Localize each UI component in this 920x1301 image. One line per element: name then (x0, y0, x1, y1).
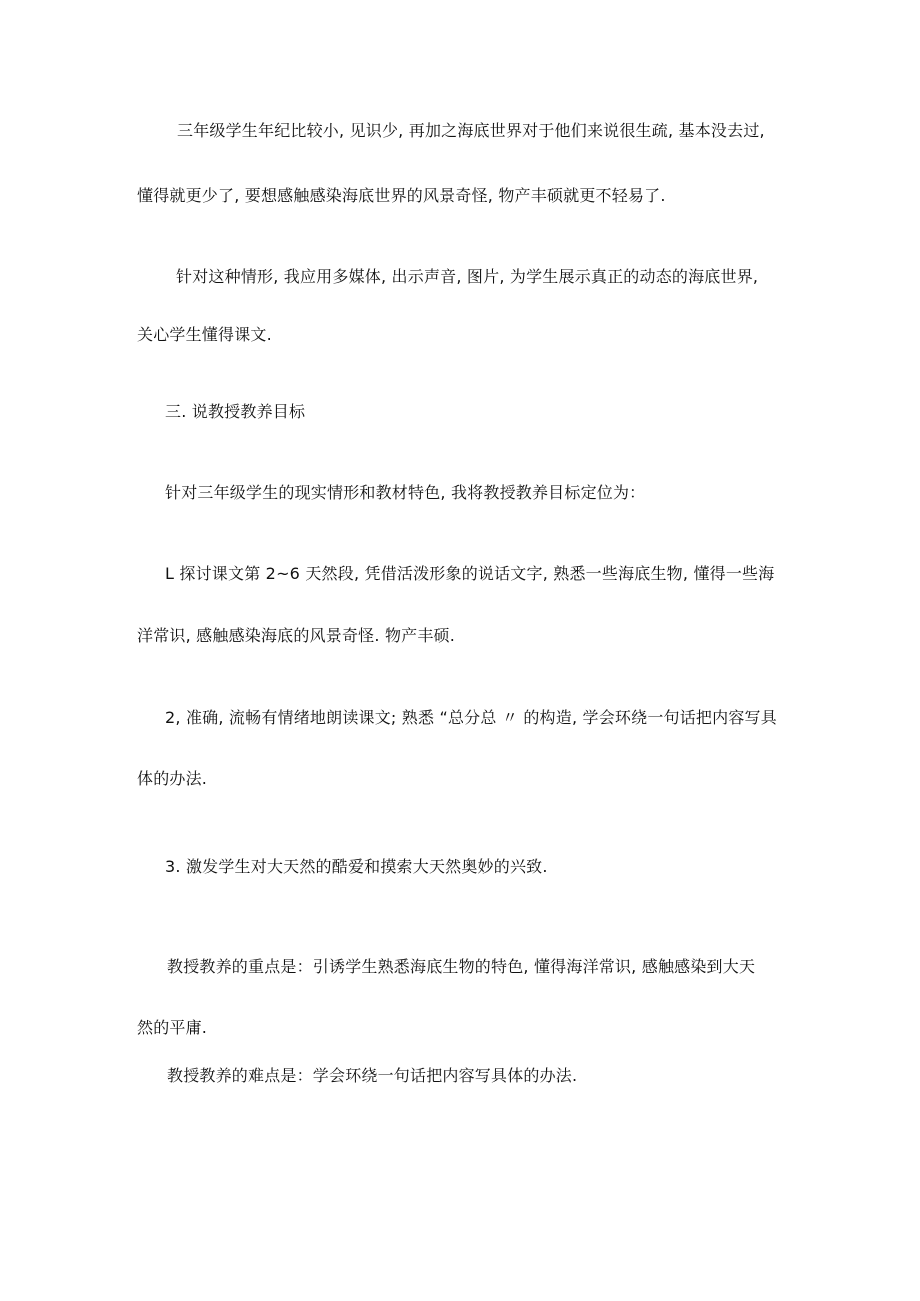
goal-3-line-1: 3. 激发学生对大天然的酷爱和摸索大天然奥妙的兴致. (165, 857, 548, 876)
section-heading: 三. 说教授教养目标 (165, 402, 306, 421)
goal-2-line-1: 2, 准确, 流畅有情绪地朗读课文; 熟悉 “总分总 〃 的构造, 学会环绕一句话把内容写具 (165, 708, 777, 727)
paragraph-3-line-1: 针对三年级学生的现实情形和教材特色, 我将教授教养目标定位为： (165, 483, 646, 502)
goal-2-line-2: 体的办法. (137, 769, 208, 788)
paragraph-2-line-2: 关心学生懂得课文. (137, 325, 272, 344)
paragraph-1-line-2: 懂得就更少了, 要想感触感染海底世界的风景奇怪, 物产丰硕就更不轻易了. (137, 186, 666, 205)
key-point-line-2: 然的平庸. (137, 1018, 208, 1037)
paragraph-1-line-1: 三年级学生年纪比较小, 见识少, 再加之海底世界对于他们来说很生疏, 基本没去过, (177, 121, 765, 140)
key-point-line-1: 教授教养的重点是：引诱学生熟悉海底生物的特色, 懂得海洋常识, 感触感染到大天 (167, 957, 756, 976)
paragraph-2-line-1: 针对这种情形, 我应用多媒体, 出示声音, 图片, 为学生展示真正的动态的海底世界, (176, 267, 759, 286)
goal-1-line-2: 洋常识, 感触感染海底的风景奇怪. 物产丰硕. (137, 626, 456, 645)
difficult-point-line-1: 教授教养的难点是：学会环绕一句话把内容写具体的办法. (167, 1066, 578, 1085)
goal-1-line-1: L 探讨课文第 2~6 天然段, 凭借活泼形象的说话文字, 熟悉一些海底生物, 懂得一些海 (165, 564, 775, 583)
